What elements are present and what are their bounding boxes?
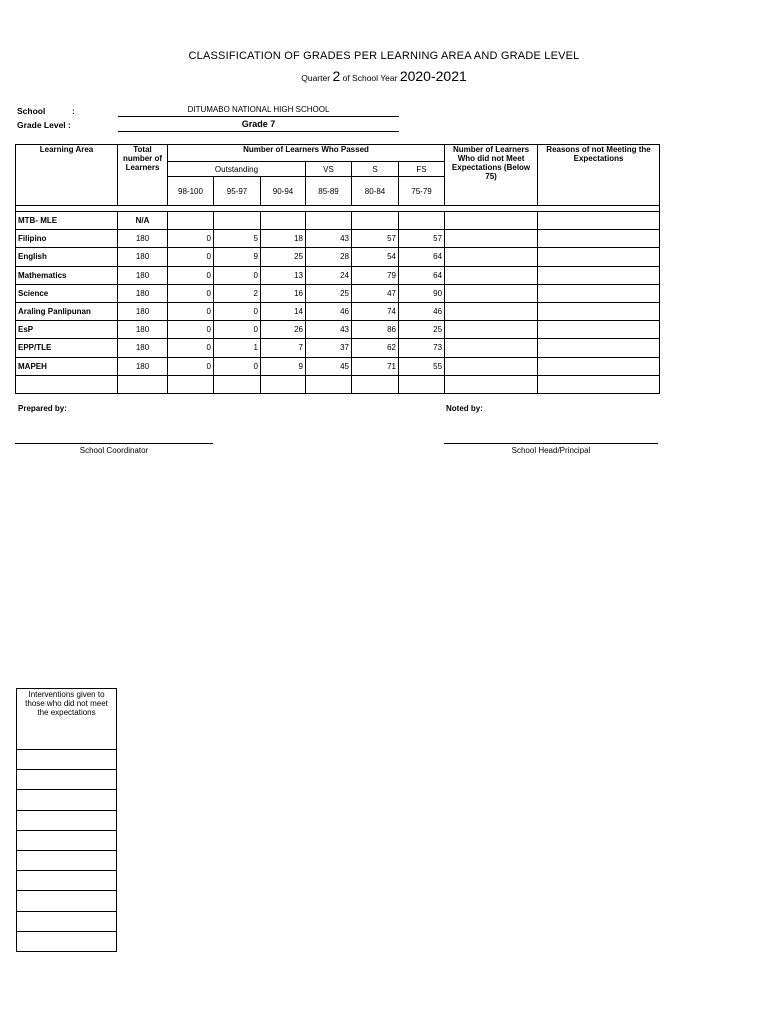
value-cell: 54 — [352, 248, 399, 266]
school-colon: : — [72, 106, 75, 116]
not-meet-cell — [445, 284, 538, 302]
quarter-value: 2 — [332, 68, 341, 84]
value-cell: 45 — [306, 357, 352, 375]
school-label: School — [17, 106, 46, 116]
quarter-label: Quarter — [301, 73, 331, 83]
value-cell: 0 — [168, 339, 214, 357]
header-range: 90-94 — [261, 177, 306, 206]
value-cell: 64 — [399, 248, 445, 266]
prepared-by-label: Prepared by: — [18, 404, 67, 413]
learning-area-cell: Araling Panlipunan — [16, 302, 118, 320]
value-cell: 73 — [399, 339, 445, 357]
value-cell: 0 — [168, 230, 214, 248]
reasons-cell — [538, 339, 660, 357]
grade-level-underline — [118, 131, 399, 132]
not-meet-cell — [445, 339, 538, 357]
not-meet-cell — [445, 357, 538, 375]
header-outstanding: Outstanding — [168, 162, 306, 177]
table-row — [16, 248, 660, 266]
value-cell — [352, 212, 399, 230]
grade-level-label: Grade Level : — [17, 120, 71, 130]
prepared-signature-line — [15, 443, 213, 444]
value-cell: 9 — [214, 248, 261, 266]
reasons-cell — [538, 284, 660, 302]
value-cell: 0 — [214, 266, 261, 284]
learning-area-cell: Mathematics — [16, 266, 118, 284]
value-cell — [306, 212, 352, 230]
reasons-cell — [538, 266, 660, 284]
reasons-cell — [538, 212, 660, 230]
value-cell: 25 — [261, 248, 306, 266]
value-cell — [168, 212, 214, 230]
total-cell: 180 — [118, 284, 168, 302]
table-row — [16, 212, 660, 230]
total-cell: N/A — [118, 212, 168, 230]
reasons-cell — [538, 230, 660, 248]
learning-area-cell: EsP — [16, 321, 118, 339]
interventions-row — [17, 770, 117, 790]
value-cell: 0 — [168, 248, 214, 266]
total-cell: 180 — [118, 321, 168, 339]
table-row — [16, 321, 660, 339]
table-row — [16, 284, 660, 302]
value-cell: 5 — [214, 230, 261, 248]
header-not-meet: Number of Learners Who did not Meet Expectations (Below 75) — [445, 145, 538, 206]
noted-signature-line — [444, 443, 658, 444]
total-cell: 180 — [118, 357, 168, 375]
value-cell: 2 — [214, 284, 261, 302]
value-cell: 0 — [168, 321, 214, 339]
value-cell — [261, 212, 306, 230]
value-cell: 18 — [261, 230, 306, 248]
learning-area-cell: English — [16, 248, 118, 266]
total-cell: 180 — [118, 230, 168, 248]
not-meet-cell — [445, 302, 538, 320]
value-cell: 0 — [214, 321, 261, 339]
learning-area-cell: Science — [16, 284, 118, 302]
interventions-row — [17, 810, 117, 830]
interventions-row — [17, 850, 117, 870]
table-row — [16, 357, 660, 375]
reasons-cell — [538, 321, 660, 339]
table-row — [16, 266, 660, 284]
total-cell: 180 — [118, 266, 168, 284]
value-cell — [399, 212, 445, 230]
value-cell: 57 — [399, 230, 445, 248]
grade-level-value: Grade 7 — [241, 119, 276, 129]
value-cell: 71 — [352, 357, 399, 375]
school-underline — [118, 116, 399, 117]
interventions-header: Interventions given to those who did not meet the expectations — [17, 689, 117, 750]
interventions-row — [17, 830, 117, 850]
value-cell: 0 — [168, 284, 214, 302]
interventions-row — [17, 790, 117, 810]
not-meet-cell — [445, 266, 538, 284]
table-row — [16, 302, 660, 320]
header-range: 85-89 — [306, 177, 352, 206]
interventions-table — [16, 688, 117, 952]
school-year-label: of School Year — [342, 73, 398, 83]
page-title: CLASSIFICATION OF GRADES PER LEARNING AREA AND GRADE LEVEL — [188, 50, 580, 62]
value-cell: 57 — [352, 230, 399, 248]
value-cell: 28 — [306, 248, 352, 266]
noted-by-label: Noted by: — [446, 404, 483, 413]
header-learners-passed: Number of Learners Who Passed — [168, 145, 445, 162]
value-cell: 0 — [214, 302, 261, 320]
value-cell: 46 — [399, 302, 445, 320]
value-cell: 0 — [168, 266, 214, 284]
learning-area-cell: EPP/TLE — [16, 339, 118, 357]
not-meet-cell — [445, 321, 538, 339]
header-learning-area: Learning Area — [16, 145, 118, 206]
not-meet-cell — [445, 230, 538, 248]
header-s: S — [352, 162, 399, 177]
quarter-line — [0, 68, 768, 84]
value-cell: 47 — [352, 284, 399, 302]
reasons-cell — [538, 248, 660, 266]
header-fs: FS — [399, 162, 445, 177]
value-cell: 64 — [399, 266, 445, 284]
total-cell: 180 — [118, 302, 168, 320]
interventions-row — [17, 911, 117, 931]
value-cell — [214, 212, 261, 230]
value-cell: 43 — [306, 321, 352, 339]
value-cell: 0 — [214, 357, 261, 375]
value-cell: 37 — [306, 339, 352, 357]
reasons-cell — [538, 357, 660, 375]
value-cell: 24 — [306, 266, 352, 284]
value-cell: 90 — [399, 284, 445, 302]
value-cell: 25 — [306, 284, 352, 302]
value-cell: 74 — [352, 302, 399, 320]
header-range: 80-84 — [352, 177, 399, 206]
header-vs: VS — [306, 162, 352, 177]
learning-area-cell: MAPEH — [16, 357, 118, 375]
table-row — [16, 339, 660, 357]
not-meet-cell — [445, 248, 538, 266]
interventions-row — [17, 891, 117, 911]
value-cell: 0 — [168, 357, 214, 375]
value-cell: 79 — [352, 266, 399, 284]
value-cell: 13 — [261, 266, 306, 284]
header-range: 95-97 — [214, 177, 261, 206]
noted-role: School Head/Principal — [511, 446, 591, 455]
value-cell: 16 — [261, 284, 306, 302]
grades-table — [15, 144, 660, 394]
header-range: 75-79 — [399, 177, 445, 206]
learning-area-cell: MTB- MLE — [16, 212, 118, 230]
total-cell: 180 — [118, 248, 168, 266]
table-row-empty — [16, 375, 660, 393]
interventions-row — [17, 750, 117, 770]
value-cell: 43 — [306, 230, 352, 248]
value-cell: 14 — [261, 302, 306, 320]
value-cell: 9 — [261, 357, 306, 375]
learning-area-cell: Filipino — [16, 230, 118, 248]
value-cell: 25 — [399, 321, 445, 339]
school-year-value: 2020-2021 — [399, 68, 467, 84]
header-range: 98-100 — [168, 177, 214, 206]
interventions-row — [17, 871, 117, 891]
header-reasons: Reasons of not Meeting the Expectations — [538, 145, 660, 206]
school-value: DITUMABO NATIONAL HIGH SCHOOL — [187, 105, 330, 114]
value-cell: 26 — [261, 321, 306, 339]
header-total-learners: Total number of Learners — [118, 145, 168, 206]
value-cell: 7 — [261, 339, 306, 357]
value-cell: 0 — [168, 302, 214, 320]
prepared-role: School Coordinator — [79, 446, 149, 455]
value-cell: 86 — [352, 321, 399, 339]
total-cell: 180 — [118, 339, 168, 357]
interventions-row — [17, 931, 117, 951]
value-cell: 1 — [214, 339, 261, 357]
value-cell: 46 — [306, 302, 352, 320]
value-cell: 55 — [399, 357, 445, 375]
table-row — [16, 230, 660, 248]
value-cell: 62 — [352, 339, 399, 357]
reasons-cell — [538, 302, 660, 320]
not-meet-cell — [445, 212, 538, 230]
